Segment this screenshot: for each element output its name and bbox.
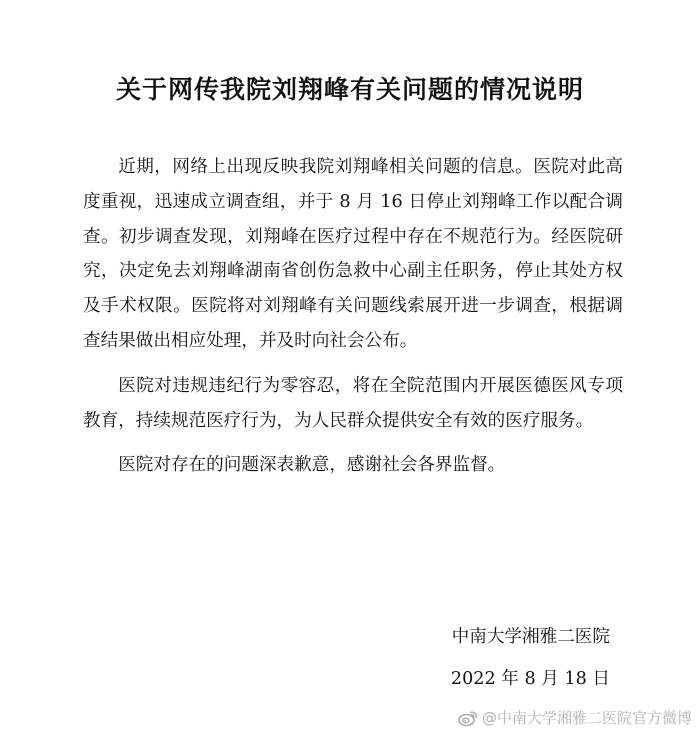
document-title: 关于网传我院刘翔峰有关问题的情况说明: [115, 75, 584, 104]
weibo-icon: [458, 709, 478, 727]
paragraph-3: 医院对存在的问题深表歉意，感谢社会各界监督。: [118, 455, 506, 476]
signature-date: 2022 年 8 月 18 日: [450, 669, 610, 689]
signature-organization: 中南大学湘雅二医院: [451, 627, 610, 647]
paragraph-1: 近期，网络上出现反映我院刘翔峰相关问题的信息。医院对此高度重视，迅速成立调查组，并于 8 月 16 日停止刘翔峰工作以配合调查。初步调查发现，刘翔峰在医疗过程中存在不规范行为。经医院研究，决定免去刘翔峰湖南省创伤急救中心副主任职务，停止其处方权及手术权限。医院将对刘翔峰有关问题线索展开进一步调查，根据调查结果做出相应处理，并及时向社会公布。: [83, 157, 623, 351]
paragraph-2: 医院对违规违纪行为零容忍，将在全院范围内开展医德医风专项教育，持续规范医疗行为，为人民群众提供安全有效的医疗服务。: [83, 375, 623, 431]
watermark-text: @中南大学湘雅二医院官方微博: [481, 709, 692, 727]
document-body: [83, 150, 623, 483]
weibo-watermark: [458, 707, 692, 729]
